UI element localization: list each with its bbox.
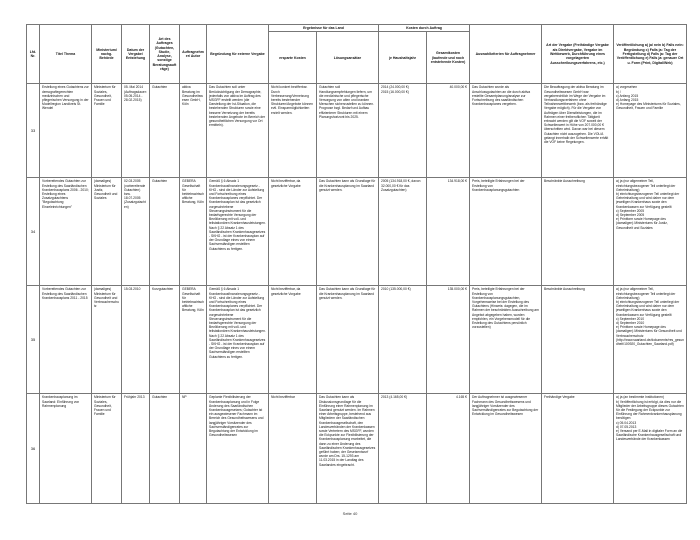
header-datum: Datum der Vergabe/ Entstehung bbox=[122, 25, 150, 84]
cell-loesungsansaetze: Das Gutachten kann als Grundlage für die Krankenhausplanung im Saarland genutzt werden. bbox=[317, 178, 379, 286]
header-titel: Titel Thema bbox=[40, 25, 92, 84]
cell-gesamtkosten: 40.000,00 € bbox=[427, 84, 470, 178]
cell-veroeffentlichung: a) ja (nur allgemeiner Teil, einrichtungsbezogener Teil unterliegt der Geheimhaltung) b) einrichtungsbezogener Teil unterliegt der Geheimhaltung und wird daher nur dem jeweiligen Krankenhaus sowie den Krankenkassen zur Verfügung gestellt c) September 2010 d) September 2010 e) Printform sowie Homepage des (damaligen) Ministeriums für Gesundheit und Verbraucherschutz (http://www.saarland.de/dokumente/res_gesundheit/100920_Gutachten_Saarland.pdf) bbox=[614, 286, 687, 394]
cell-begruendung: Geplante Flexibilisierung der Krankenhausplanung und in Folge Änderung des Saarländischen Krankenhausgesetzes; Gutachter ist ein ausgewiesener Fachmann im Bereich des Gesundheitswesens und langjähriger Vorsitzender des Sachverständigenrates zur Begutachtung der Entwicklung im Gesundheitswesen bbox=[207, 394, 269, 504]
header-kosten-group: Kosten durch Auftrag bbox=[379, 25, 470, 32]
page-number: Seite 40 bbox=[342, 511, 358, 516]
cell-ministerium: Ministerium für Soziales, Gesundheit, Frauen und Familie bbox=[92, 394, 122, 504]
table-row bbox=[27, 178, 687, 286]
cell-art-der-vergabe: Freihändige Vergabe bbox=[542, 394, 614, 504]
cell-gesamtkosten: 135.000,00 € bbox=[427, 286, 470, 394]
table-row bbox=[27, 394, 687, 504]
cell-datum: 15.03.2010 bbox=[122, 286, 150, 394]
cell-art-der-vergabe: Beschränkte Ausschreibung bbox=[542, 178, 614, 286]
cell-auftragnehmer: aktiva Beratung im Gesundheitswesen GmbH, Köln bbox=[180, 84, 207, 178]
row-number: 36 bbox=[27, 394, 40, 504]
cell-je-haushaltsjahr: 2005 (134.918,00 €, davon 32.000,00 € für das Zusatzgutachten) bbox=[379, 178, 427, 286]
cell-veroeffentlichung: a) ja (an bestimmte Institutionen) b) Veröffentlichung ist erfolgt, da dies nur die Mitglieder der Arbeitsgruppe dieses Gutachten für die Festlegung der Eckpunkte zur Einführung der Rahmenkrankenhausplanung benötigen c) 05.04.2013 d) 07.05.2013 e) Versand per E-Mail in digitaler Form an die Saarländische Krankenhausgesellschaft und Landesverbände der Krankenkassen bbox=[614, 394, 687, 504]
table-row bbox=[27, 84, 687, 178]
cell-veroeffentlichung: a) vorgesehen b) / c) Anfang 2015 d) Anfang 2015 e) Homepage des Ministeriums für Soziales, Gesundheit, Frauen und Familie bbox=[614, 84, 687, 178]
cell-titel: Krankenhausplanung im Saarland: Einführung von Rahmenplanung bbox=[40, 394, 92, 504]
cell-begruendung: Das Gutachten soll unter Berücksichtigung der Demographie, jedenfalls von aktiva im Auftrag des MSGFF erstellt werden (die Darstellung der Ist-Situation, die bestehenden Strukturen sowie eine bessere Vernetzung der bereits bestehenden Angebote im Bereich der gesundheitlichen Versorgung vor Ort ermitteln). bbox=[207, 84, 269, 178]
cell-titel: Vorbereitendes Gutachten zur Erstellung des Saarländischen Krankenhausplans 2006 - 2010; Erstellung eines Zusatzgutachtens "Begutachtung Einzeleinrichtungen" bbox=[40, 178, 92, 286]
cell-ersparte-kosten: Nicht bezifferbar bbox=[269, 394, 317, 504]
cell-art: Gutachten bbox=[150, 178, 180, 286]
header-lfd-nr: Lfd. Nr. bbox=[27, 25, 40, 84]
cell-auswahlkriterien: Das Gutachten wurde als Anschlussgutachten an die durch aktiva erstellte Gesamtplanung/analyse zur Fortschreibung des saarländischen Krankenhausplanes vergeben. bbox=[470, 84, 542, 178]
cell-ersparte-kosten: Nicht konkret bezifferbar. Durch Verbesserung/Vernetzung bereits bestehender Strukturen/Angebote können evtl. Einsparmöglichkeiten erzielt werden. bbox=[269, 84, 317, 178]
cell-datum: 02.03.2005 (vorbereitende Gutachten) bzw. 18.07.2005 (Zusatzgutachten) bbox=[122, 178, 150, 286]
header-ergebnisse-group: Ergebnisse für das Land bbox=[269, 25, 379, 32]
cell-je-haushaltsjahr: 2010 (135.000,00 €) bbox=[379, 286, 427, 394]
cell-art: Gutachten bbox=[150, 394, 180, 504]
cell-je-haushaltsjahr: 2013 (4.165,00 €) bbox=[379, 394, 427, 504]
cell-begruendung: Gemäß § 6 Absatz 1 Krankenhausfinanzierungsgesetz - KHG - sind die Länder zur Aufstellung und Fortschreibung eines Krankenhausplanes verpflichtet. Der Krankenhausplan ist das gesetzlich vorgeschriebene Steuerungsinstrument für die bedarfsgerechte Versorgung der Bevölkerung mit voll- und teilstationären Krankenhausleistungen. Nach § 22 Absatz 1 des Saarländischen Krankenhausgesetzes - SKHG - ist der Krankenhausplan auf der Grundlage eines von einem Sachverständigen erstellten Gutachtens zu fertigen. bbox=[207, 286, 269, 394]
row-number: 34 bbox=[27, 178, 40, 286]
header-ministerium: Ministerium/ nachg. Behörde bbox=[92, 25, 122, 84]
cell-auswahlkriterien: Preis, beteiligte Erfahrungen bei der Erstellung von Krankenhausplanungsgutachten bbox=[470, 178, 542, 286]
header-art-der-vergabe: Art der Vergabe (Freihändige Vergabe als Direktvergabe, Vergabe im Wettbewerb, Durchführung eines vorgelagerten Ausschreibungsverfahrens, etc.) bbox=[542, 25, 614, 84]
header-auswahlkriterien: Auswahlkriterien für Auftragnehmer bbox=[470, 25, 542, 84]
header-begruendung: Begründung für externe Vergabe bbox=[207, 25, 269, 84]
cell-art-der-vergabe: Beschränkte Ausschreibung bbox=[542, 286, 614, 394]
cell-ministerium: (damaliges) Ministerium für Justiz, Gesundheit und Soziales bbox=[92, 178, 122, 286]
cell-begruendung: Gemäß § 6 Absatz 1 Krankenhausfinanzierungsgesetz - KHG - sind die Länder zur Aufstellung und Fortschreibung eines Krankenhausplanes verpflichtet. Der Krankenhausplan ist das gesetzlich vorgeschriebene Steuerungsinstrument für die bedarfsgerechte Versorgung der Bevölkerung mit voll- und teilstationären Krankenhausleistungen. Nach § 22 Absatz 1 des Saarländischen Krankenhausgesetzes - SKHG - ist der Krankenhausplan auf der Grundlage eines von einem Sachverständigen erstellten Gutachtens zu fertigen. bbox=[207, 178, 269, 286]
cell-auswahlkriterien: Der Auftragnehmer ist ausgewiesener Fachmann des Gesundheitswesens und langjähriger Vorsitzender des Sachverständigenrates zur Begutachtung der Entwicklung im Gesundheitswesen bbox=[470, 394, 542, 504]
cell-je-haushaltsjahr: 2014 (24.000,00 €) 2015 (16.000,00 €) bbox=[379, 84, 427, 178]
cell-datum: Frühjahr 2013 bbox=[122, 394, 150, 504]
row-number: 35 bbox=[27, 286, 40, 394]
cell-auswahlkriterien: Preis, beteiligte Erfahrungen bei der Erstellung von Krankenhausplanungsgutachten, Vorgehensweise bei der Erstellung des Gutachtens (Hinweis: dagegen, die im Rahmen der beschränkten Ausschreibung am Angebot abgegeben haben, wurden empfohlen, ein Vorgehensmodell für die Erstellung des Gutachtens persönlich vorzustellen) bbox=[470, 286, 542, 394]
cell-art: Kurzgutachten bbox=[150, 286, 180, 394]
cell-datum: 05. Mai 2014 (Auftragsdauer: 05.05.2014 - 28.02.2015) bbox=[122, 84, 150, 178]
cell-art-der-vergabe: Die Beauftragung der aktiva Beratung im Gesundheitswesen GmbH war vergaberechtlich im Wege der Vergabe im Verhandlungsverfahren ohne Teilnahmewettbewerb (bzw. als freihändige Vergabe möglich). Für die Vergabe von Aufträgen über Dienstleistungen, die im Rahmen einer freiberuflichen Tätigkeit erbracht werden gilt die VOF soweit der Schwellenwert in Höhe von 207.000,00 € überschritten wird. Davon war bei diesem Gutachten nicht auszugehen. Die VOL/A gelangt innerhalb der Schwellenwerte erhält die VOF keine Regelungen. bbox=[542, 84, 614, 178]
header-art: Art des Auftrages (Gutachten, Studie, Analyse, sonstige Beratungsaufträge) bbox=[150, 25, 180, 84]
cell-art: Gutachten bbox=[150, 84, 180, 178]
row-number: 33 bbox=[27, 84, 40, 178]
cell-titel: Vorbereitendes Gutachten zur Erstellung des Saarländischen Krankenhausplans 2011 - 2015 bbox=[40, 286, 92, 394]
cell-veroeffentlichung: a) ja (nur allgemeiner Teil, einrichtungsbezogener Teil unterliegt der Geheimhaltung) b) einrichtungsbezogener Teil unterliegt der Geheimhaltung und wird daher nur dem jeweiligen Krankenhaus sowie den Krankenkassen zur Verfügung gestellt c) September 2005 d) September 2005 e) Printform sowie Homepage des (damaligen) Ministeriums für Justiz, Gesundheit und Soziales bbox=[614, 178, 687, 286]
header-auftragnehmer: Auftragnehmer/ Autor bbox=[180, 25, 207, 84]
header-je-haushaltsjahr: je Haushaltsjahr bbox=[379, 32, 427, 84]
cell-gesamtkosten: 134.918,00 € bbox=[427, 178, 470, 286]
table-row bbox=[27, 286, 687, 394]
cell-ersparte-kosten: Nicht bezifferbar, da gesetzliche Vorgabe bbox=[269, 178, 317, 286]
header-ersparte-kosten: ersparte Kosten bbox=[269, 32, 317, 84]
contracts-table bbox=[26, 24, 687, 504]
cell-ersparte-kosten: Nicht bezifferbar, da gesetzliche Vorgabe bbox=[269, 286, 317, 394]
cell-loesungsansaetze: Das Gutachten kann als Diskussionsgrundlage für die Einführung einer Rahmenplanung im Saarland genutzt werden. Im Rahmen einer Arbeitsgruppe, bestehend aus Mitgliedern der Saarländischen Krankenhausgesellschaft, den Landesverbänden der Krankenkassen sowie Vertretern des MSGFF, wurden die Eckpunkte zur Flexibilisierung der Krankenhausplanung erarbeitet, die dann zu einer Änderung des Saarländischen Krankenhausgesetzes geführt haben; der Gesetzentwurf wurde am Drs. 15-1293 am 11.03.2015 in der Landtag des Saarlandes eingebracht. bbox=[317, 394, 379, 504]
cell-gesamtkosten: 4.165 € bbox=[427, 394, 470, 504]
header-veroeffentlichung: Veröffentlichung a) ja/ nein b) Falls nein: Begründung c) Falls ja: Tag der Fertigstellung d) Falls ja: Tag der Veröffentlichung e) Falls ja: genauer Ort u. Form (Print, Digital/Web) bbox=[614, 25, 687, 84]
cell-loesungsansaetze: Gutachten soll Handlungsempfehlungen liefern, um die medizinische und pflegerische Versorgung von alten und kranken Menschen sicherzustellen zu können. Prognose bzgl. Bedarf und Aufbau effizienterer Strukturen mit einem Planungshorizont bis 2025. bbox=[317, 84, 379, 178]
cell-auftragnehmer: GEBERA Gesellschaft für betriebswirtschaftliche Beratung, Köln bbox=[180, 178, 207, 286]
cell-ministerium: (damaliges) Ministerium für Gesundheit und Verbraucherschutz bbox=[92, 286, 122, 394]
cell-auftragnehmer: NP bbox=[180, 394, 207, 504]
cell-loesungsansaetze: Das Gutachten kann als Grundlage für die Krankenhausplanung im Saarland genutzt werden. bbox=[317, 286, 379, 394]
header-gesamtkosten: Gesamtkosten (laufende und noch entstehende Kosten) bbox=[427, 32, 470, 84]
header-loesungsansaetze: Lösungsansätze bbox=[317, 32, 379, 84]
cell-ministerium: Ministerium für Soziales, Gesundheit, Frauen und Familie bbox=[92, 84, 122, 178]
cell-titel: Erstellung eines Gutachtens zur demografiegerechten medizinischen und pflegerischen Versorgung in der Modellregion Landkreis St. Wendel bbox=[40, 84, 92, 178]
cell-auftragnehmer: GEBERA Gesellschaft für betriebswirtschaftliche Beratung, Köln bbox=[180, 286, 207, 394]
